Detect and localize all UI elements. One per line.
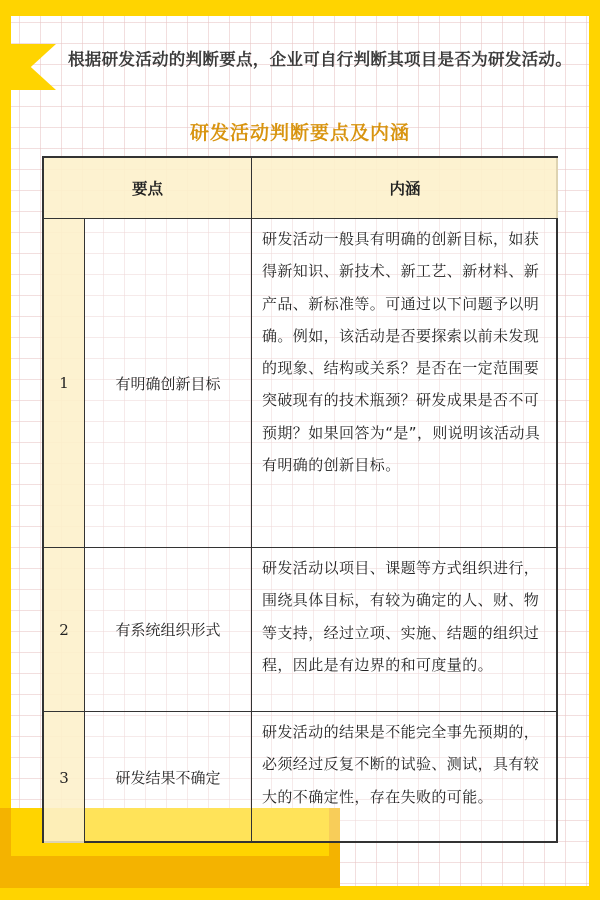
table-divider	[251, 158, 252, 843]
header-point	[44, 158, 251, 218]
table-title: 研发活动判断要点及内涵	[189, 122, 410, 144]
table-divider	[44, 711, 558, 712]
table-row-2-point	[85, 548, 251, 711]
table-divider	[44, 547, 558, 548]
table-row-2-number	[44, 548, 84, 711]
row-point-label: 有明确创新目标	[115, 374, 221, 393]
table-row-3-number	[44, 712, 84, 843]
header-point-label: 要点	[131, 180, 163, 198]
table-row-1-meaning: 研发活动一般具有明确的创新目标，如获得新知识、新技术、新工艺、新材料、新产品、新标准等。可通过以下问题予以明确。例如，该活动是否要探索以前未发现的现象、结构或关系？是否在一定范围要突破现有的技术瓶颈？研发成果是否不可预期？如果回答为“是”，则说明该活动具有明确的创新目标。	[262, 230, 541, 475]
header-meaning	[252, 158, 558, 218]
row-number: 3	[59, 768, 69, 787]
table-row-2-meaning: 研发活动以项目、课题等方式组织进行，围绕具体目标，有较为确定的人、财、物等支持，经过立项、实施、结题的组织过程，因此是有边界的和可度量的。	[262, 559, 540, 674]
table-divider	[44, 218, 558, 219]
criteria-table	[42, 156, 558, 843]
row-point-label: 研发结果不确定	[115, 769, 221, 787]
row-point-label: 有系统组织形式	[115, 621, 221, 639]
row-number: 1	[59, 374, 69, 392]
header-meaning-label: 内涵	[389, 180, 421, 198]
table-row-3-meaning: 研发活动的结果是不能完全事先预期的，必须经过反复不断的试验、测试，具有较大的不确定性，存在失败的可能。	[262, 723, 540, 806]
table-divider	[84, 219, 85, 843]
intro-text: 根据研发活动的判断要点，企业可自行判断其项目是否为研发活动。	[68, 50, 572, 69]
row-number: 2	[59, 620, 69, 639]
table-row-1-point	[85, 219, 251, 547]
table-row-3-point	[85, 712, 251, 843]
table-row-1-number	[44, 219, 84, 547]
